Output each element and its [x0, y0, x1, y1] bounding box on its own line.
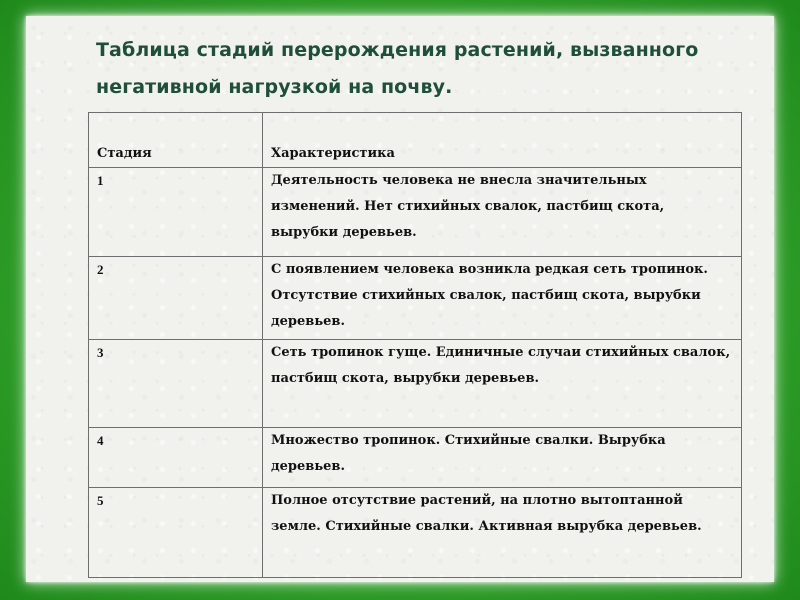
- stage-number: 1: [89, 168, 263, 257]
- table-row: [89, 168, 742, 257]
- stage-characteristic: Деятельность человека не внесла значительных изменений. Нет стихийных свалок, пастбищ скота, вырубки деревьев.: [263, 168, 742, 257]
- table-row: [89, 428, 742, 488]
- stage-characteristic: Сеть тропинок гуще. Единичные случаи стихийных свалок, пастбищ скота, вырубки деревьев.: [263, 340, 742, 428]
- column-header-stage: Стадия: [89, 113, 263, 168]
- stage-number: 4: [89, 428, 263, 488]
- stage-characteristic: С появлением человека возникла редкая сеть тропинок. Отсутствие стихийных свалок, пастбищ скота, вырубки деревьев.: [263, 257, 742, 340]
- table-row: [89, 257, 742, 340]
- stage-number: 2: [89, 257, 263, 340]
- stage-number: 5: [89, 488, 263, 578]
- stages-table: [88, 112, 742, 578]
- table-row: [89, 488, 742, 578]
- stage-characteristic: Множество тропинок. Стихийные свалки. Вырубка деревьев.: [263, 428, 742, 488]
- table-row: [89, 340, 742, 428]
- stage-number: 3: [89, 340, 263, 428]
- column-header-characteristic: Характеристика: [263, 113, 742, 168]
- stage-characteristic: Полное отсутствие растений, на плотно вытоптанной земле. Стихийные свалки. Активная вырубка деревьев.: [263, 488, 742, 578]
- page-title: Таблица стадий перерождения растений, вызванного негативной нагрузкой на почву.: [96, 39, 699, 98]
- table-header-row: [89, 113, 742, 168]
